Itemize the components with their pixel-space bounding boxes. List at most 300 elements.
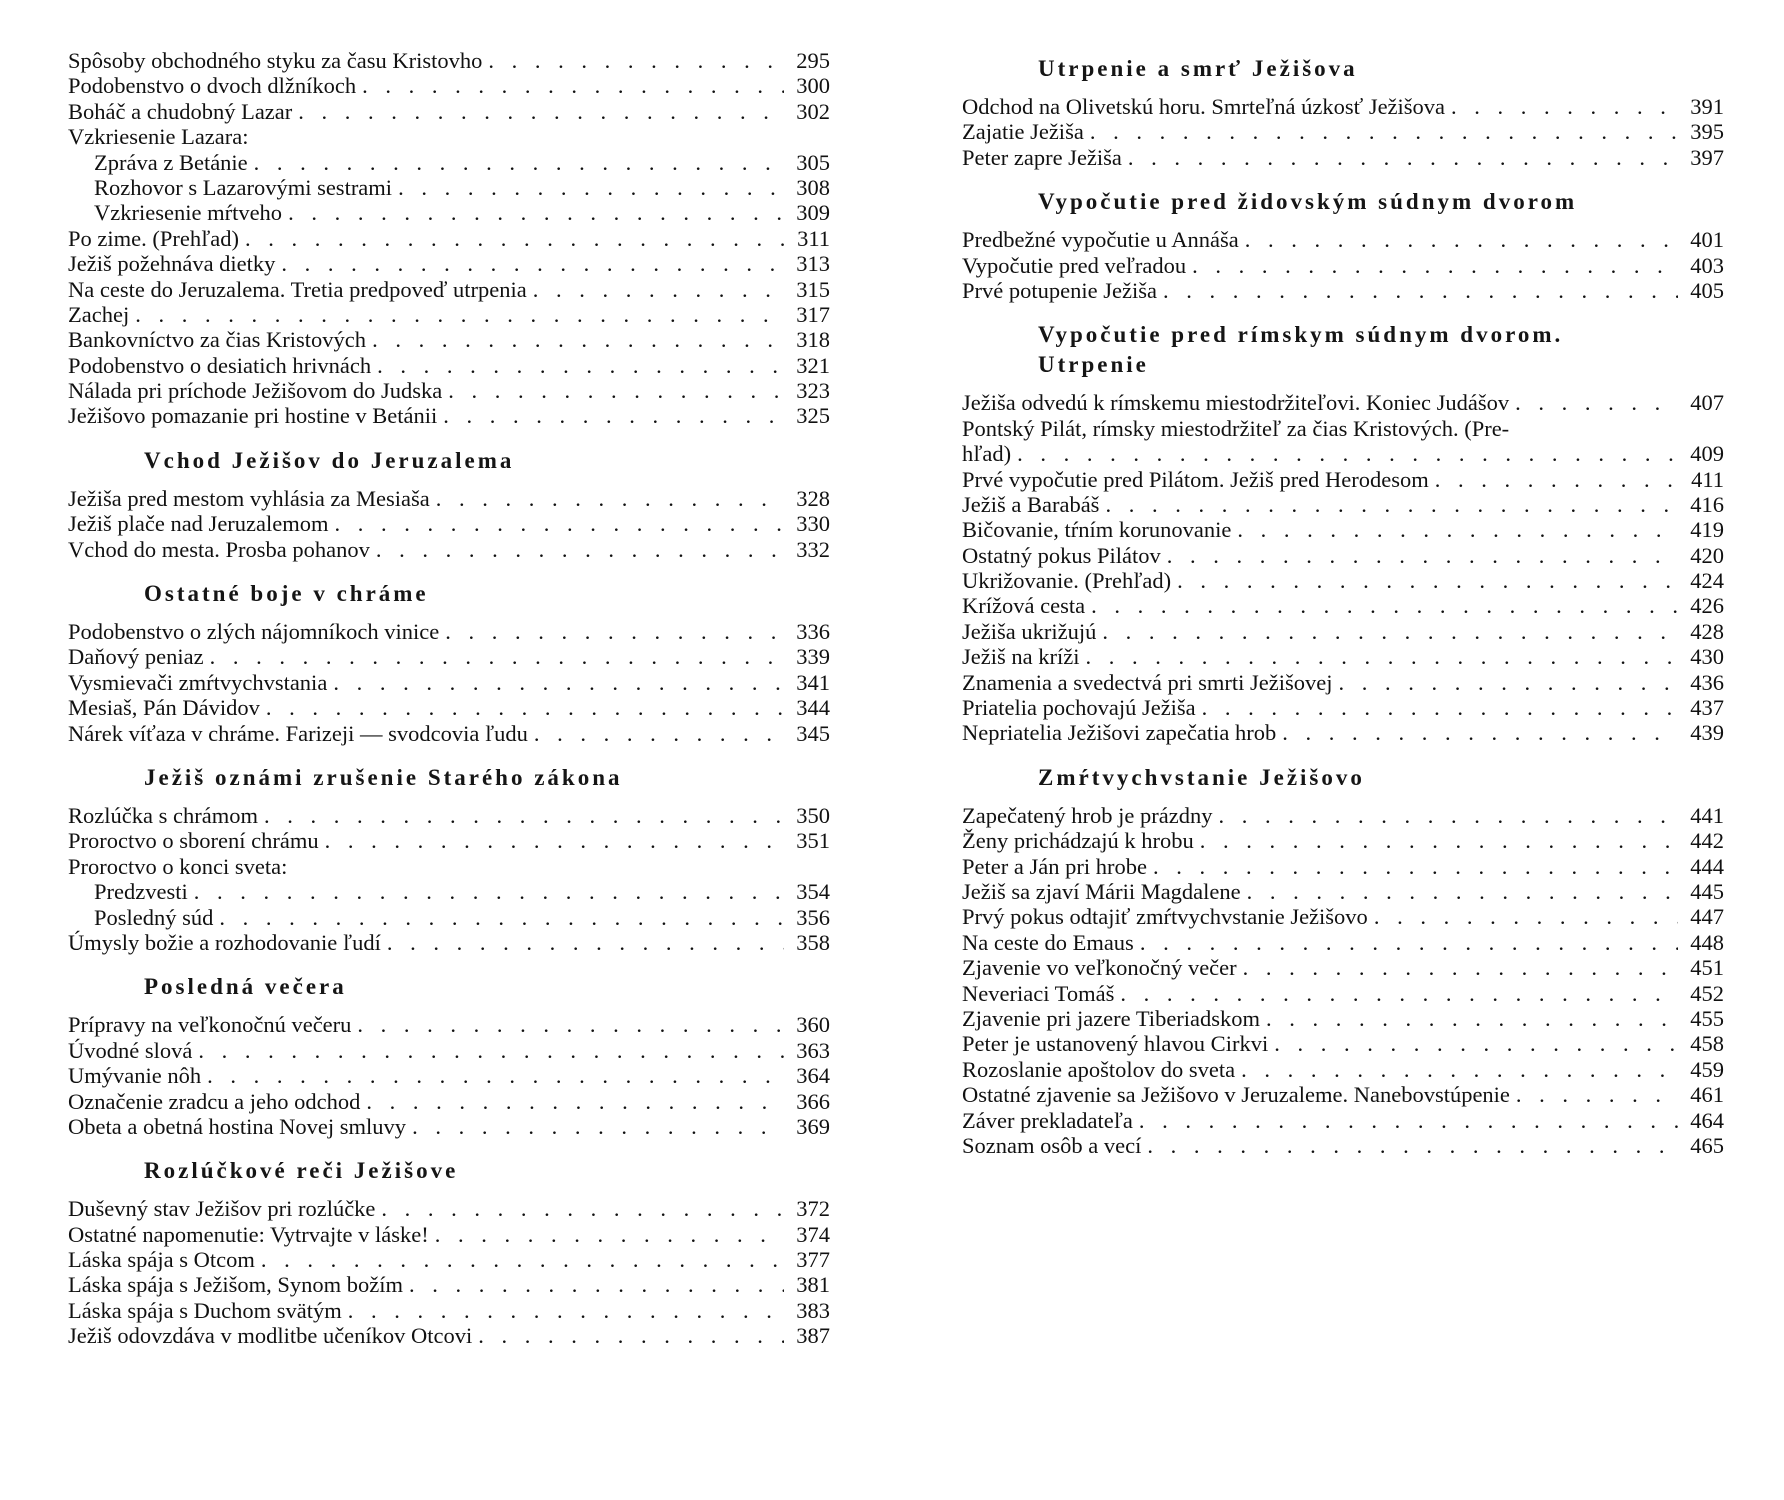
dot-leader [362,73,784,98]
toc-entry [962,568,1724,593]
page-number: 459 [1690,1056,1724,1082]
entry-title: Pontský Pilát, rímsky miestodržiteľ za čias Kristových. (Pre- [962,415,1510,441]
toc-entry [68,619,830,644]
page-number: 383 [796,1297,830,1323]
toc-entry [962,854,1724,879]
page-number: 447 [1690,904,1724,930]
page-number: 397 [1690,144,1724,170]
dot-leader [1374,904,1678,929]
section-heading-text: Ostatné boje v chráme [144,581,429,607]
entry-title: Úmysly božie a rozhodovanie ľudí [68,929,381,955]
page-number: 363 [796,1037,830,1063]
page-number: 464 [1690,1107,1724,1133]
toc-left-column [68,48,830,1349]
page-number: 430 [1690,644,1724,670]
dot-leader [398,175,784,200]
page-number: 317 [796,301,830,327]
entry-title: Ježiša ukrižujú [962,618,1097,644]
entry-title: Prípravy na veľkonočnú večeru [68,1012,352,1038]
entry-title: Vzkriesenie mŕtveho [94,200,283,226]
dot-leader [1266,1006,1678,1031]
entry-title: Bičovanie, tŕním korunovanie [962,517,1232,543]
entry-title: Podobenstvo o desiatich hrivnách [68,352,372,378]
page-number: 344 [796,695,830,721]
section-heading-text-line2: Utrpenie [1038,352,1149,378]
page-number: 391 [1690,94,1724,119]
entry-title: Vzkriesenie Lazara: [68,124,249,150]
page-number: 428 [1690,618,1724,644]
dot-leader [1515,390,1678,415]
toc-entry [962,1108,1724,1133]
page-number: 323 [796,378,830,404]
dot-leader [387,930,784,955]
entry-title: Zjavenie pri jazere Tiberiadskom [962,1005,1261,1031]
dot-leader [488,48,784,73]
toc-label [68,124,830,149]
entry-title: Zapečatený hrob je prázdny [962,802,1213,828]
entry-title: Nálada pri príchode Ježišovom do Judska [68,378,443,404]
toc-entry [68,879,830,904]
entry-title: Prvý pokus odtajiť zmŕtvychvstanie Ježišovo [962,904,1368,930]
entry-title: Predzvesti [94,879,188,905]
dot-leader [325,828,784,853]
entry-title: Ježiša pred mestom vyhlásia za Mesiaša [68,485,430,511]
page-number: 360 [796,1012,830,1038]
page-number: 300 [796,73,830,99]
page-number: 356 [796,904,830,930]
toc-entry [962,930,1724,955]
section-heading [68,1156,830,1186]
page-number: 437 [1690,695,1724,721]
dot-leader [372,327,784,352]
toc-entry [962,1006,1724,1031]
entry-title: Daňový peniaz [68,644,204,670]
page-number: 420 [1690,542,1724,568]
page-number: 372 [796,1196,830,1222]
dot-leader [376,537,784,562]
toc-entry [68,1323,830,1348]
entry-title: Soznam osôb a vecí [962,1132,1142,1158]
dot-leader [1090,119,1678,144]
dot-leader [1105,492,1678,517]
toc-entry [68,175,830,200]
dot-leader [288,200,784,225]
section-heading-text: Utrpenie a smrť Ježišova [1038,56,1358,81]
dot-leader [1245,227,1678,252]
dot-leader [366,1089,784,1114]
dot-leader [210,644,784,669]
dot-leader [1200,828,1678,853]
page-number: 439 [1690,720,1724,746]
entry-title: Zjavenie vo veľkonočný večer [962,955,1237,981]
dot-leader [135,302,784,327]
page-number: 387 [796,1323,830,1349]
page-number: 354 [796,879,830,905]
dot-leader [443,403,784,428]
section-heading [68,579,830,609]
entry-title: Záver prekladateľa [962,1107,1133,1133]
dot-leader [1241,1057,1678,1082]
toc-entry [962,981,1724,1006]
dot-leader [261,1247,784,1272]
toc-entry [68,537,830,562]
dot-leader [445,619,784,644]
dot-leader [264,803,784,828]
toc-entry [962,828,1724,853]
entry-title: Láska spája s Ježišom, Synom božím [68,1272,403,1298]
page-number: 364 [796,1063,830,1089]
toc-entry [68,73,830,98]
entry-title: Posledný súd [94,904,214,930]
entry-title: Ostatný pokus Pilátov [962,542,1161,568]
dot-leader [377,353,784,378]
page-number: 369 [796,1113,830,1139]
dot-leader [533,277,784,302]
entry-title: Ježiša odvedú k rímskemu miestodržiteľovi. Koniec Judášov [962,390,1510,416]
page-number: 444 [1690,853,1724,879]
toc-entry [68,1114,830,1139]
entry-title: Láska spája s Otcom [68,1247,255,1273]
entry-title: Ukrižovanie. (Prehľad) [962,568,1172,594]
entry-title: Na ceste do Emaus [962,929,1134,955]
toc-entry [962,278,1724,303]
dot-leader [1247,879,1678,904]
toc-entry [68,200,830,225]
page-number: 313 [796,251,830,277]
toc-entry [962,619,1724,644]
entry-title: Vysmievači zmŕtvychvstania [68,669,328,695]
entry-title: Ježiš požehnáva dietky [68,251,276,277]
entry-title: Rozhovor s Lazarovými sestrami [94,174,393,200]
entry-title: hľad) [962,441,1012,467]
entry-title: Nárek víťaza v chráme. Farizeji — svodcovia ľudu [68,720,528,746]
dot-leader [245,226,784,251]
toc-entry [68,150,830,175]
toc-label [68,854,830,879]
entry-title: Neveriaci Tomáš [962,980,1115,1006]
page-number: 311 [797,225,830,251]
entry-title: Duševný stav Ježišov pri rozlúčke [68,1196,376,1222]
toc-entry [68,511,830,536]
dot-leader [207,1063,784,1088]
entry-title: Znamenia a svedectvá pri smrti Ježišovej [962,669,1333,695]
entry-title: Ostatné napomenutie: Vytrvajte v láske! [68,1221,429,1247]
entry-title: Boháč a chudobný Lazar [68,98,293,124]
dot-leader [1085,644,1678,669]
dot-leader [1140,930,1678,955]
entry-title: Ježiš odovzdáva v modlitbe učeníkov Otcovi [68,1323,473,1349]
entry-title: Vchod do mesta. Prosba pohanov [68,536,370,562]
entry-title: Ježiš na kríži [962,644,1080,670]
dot-leader [436,486,784,511]
page-number: 452 [1690,980,1724,1006]
dot-leader [435,1222,784,1247]
entry-title: Zajatie Ježiša [962,119,1084,145]
entry-title: Peter zapre Ježiša [962,144,1122,170]
toc-entry [68,1247,830,1272]
page-number: 377 [796,1247,830,1273]
page-number: 366 [796,1088,830,1114]
dot-leader [1202,695,1678,720]
toc-entry [68,1272,830,1297]
toc-entry [68,327,830,352]
toc-entry [68,302,830,327]
entry-title: Podobenstvo o dvoch dlžníkoch [68,73,357,99]
entry-title: Mesiaš, Pán Dávidov [68,695,260,721]
dot-leader [1128,145,1678,170]
entry-title: Zpráva z Betánie [94,149,248,175]
toc-entry [962,904,1724,929]
page-number: 436 [1690,669,1724,695]
page-number: 315 [796,276,830,302]
page-number: 328 [796,485,830,511]
dot-leader [534,721,784,746]
toc-entry [68,695,830,720]
toc-entry [68,721,830,746]
page-number: 465 [1690,1132,1724,1158]
section-heading-text: Vypočutie pred židovským súdnym dvorom [1038,189,1578,215]
page-number: 345 [796,720,830,746]
dot-leader [1274,1031,1678,1056]
toc-entry [68,99,830,124]
entry-title: Láska spája s Duchom svätým [68,1297,342,1323]
dot-leader [194,879,784,904]
dot-leader [1091,593,1678,618]
section-heading [68,446,830,476]
entry-title: Priatelia pochovajú Ježiša [962,695,1196,721]
entry-title: Rozoslanie apoštolov do sveta [962,1056,1236,1082]
toc-entry [68,48,830,73]
toc-entry [962,227,1724,252]
page-number: 336 [796,619,830,645]
dot-leader [1516,1082,1678,1107]
dot-leader [1177,568,1678,593]
entry-title: Ježišovo pomazanie pri hostine v Betánii [68,403,438,429]
page-number: 350 [796,802,830,828]
dot-leader [409,1272,784,1297]
section-heading [962,763,1724,793]
toc-entry [68,1222,830,1247]
toc-entry [962,1133,1724,1158]
entry-title: Vypočutie pred veľradou [962,252,1187,278]
toc-entry [962,670,1724,695]
page-number: 442 [1690,828,1724,854]
page-number: 401 [1690,227,1724,253]
toc-entry [962,720,1724,745]
dot-leader [219,905,784,930]
page-number: 351 [796,828,830,854]
entry-title: Peter je ustanovený hlavou Cirkvi [962,1031,1269,1057]
toc-entry [68,1063,830,1088]
section-heading-text: Vypočutie pred rímskym súdnym dvorom. [1038,322,1564,348]
page-number: 458 [1690,1031,1724,1057]
dot-leader [448,378,784,403]
page-number: 318 [796,327,830,353]
dot-leader [1017,441,1678,466]
dot-leader [198,1038,784,1063]
page-number: 419 [1690,517,1724,543]
dot-leader [1237,517,1678,542]
entry-title: Označenie zradcu a jeho odchod [68,1088,361,1114]
section-heading-text: Vchod Ježišov do Jeruzalema [144,447,515,473]
page-number: 455 [1690,1005,1724,1031]
toc-entry [68,644,830,669]
entry-title: Prvé vypočutie pred Pilátom. Ježiš pred Herodesom [962,466,1429,492]
entry-title: Bankovníctvo za čias Kristových [68,327,367,353]
entry-title: Zachej [68,301,130,327]
page-number: 451 [1690,955,1724,981]
dot-leader [1147,1133,1678,1158]
toc-right-column [962,48,1724,1158]
entry-title: Prvé potupenie Ježiša [962,277,1157,303]
toc-entry [68,930,830,955]
toc-entry [68,226,830,251]
entry-title: Nepriatelia Ježišovi zapečatia hrob [962,720,1277,746]
toc-entry [68,277,830,302]
entry-title: Proroctvo o sborení chrámu [68,828,319,854]
toc-entry [68,353,830,378]
page-number: 441 [1690,802,1724,828]
entry-title: Peter a Ján pri hrobe [962,853,1147,879]
page-number: 424 [1690,568,1724,594]
dot-leader [478,1323,784,1348]
toc-entry [68,1089,830,1114]
toc-entry [962,879,1724,904]
entry-title: Ježiš a Barabáš [962,491,1100,517]
toc-entry [68,1298,830,1323]
toc-entry [68,828,830,853]
page-number: 332 [796,536,830,562]
entry-title: Ženy prichádzajú k hrobu [962,828,1194,854]
entry-title: Spôsoby obchodného styku za času Kristovho [68,48,483,73]
page-number: 321 [796,352,830,378]
toc-entry [962,955,1724,980]
toc-entry [962,644,1724,669]
section-heading [962,320,1724,380]
entry-title: Obeta a obetná hostina Novej smluvy [68,1113,407,1139]
dot-leader [348,1298,784,1323]
toc-entry [68,1012,830,1037]
toc-entry [962,1082,1724,1107]
dot-leader [333,670,784,695]
entry-title: Na ceste do Jeruzalema. Tretia predpoveď utrpenia [68,276,527,302]
page-number: 325 [796,403,830,429]
page-number: 295 [796,48,830,73]
dot-leader [254,150,784,175]
entry-title: Ježiš sa zjaví Márii Magdalene [962,878,1241,904]
page-number: 461 [1690,1082,1724,1108]
entry-title: Odchod na Olivetskú horu. Smrteľná úzkosť Ježišova [962,94,1446,119]
dot-leader [357,1012,784,1037]
toc-entry [962,441,1724,466]
dot-leader [1219,803,1679,828]
toc-entry [962,593,1724,618]
page-number: 395 [1690,119,1724,145]
page-number: 411 [1691,466,1724,492]
entry-title: Podobenstvo o zlých nájomníkoch vinice [68,619,440,645]
toc-entry [962,467,1724,492]
dot-leader [1192,253,1678,278]
page-number: 407 [1690,390,1724,416]
toc-entry [962,1057,1724,1082]
dot-leader [1435,467,1678,492]
section-heading [962,187,1724,217]
page-number: 330 [796,511,830,537]
toc-entry [962,253,1724,278]
dot-leader [1451,94,1678,119]
entry-title: Predbežné vypočutie u Annáša [962,227,1239,253]
dot-leader [1163,278,1678,303]
entry-title: Úvodné slová [68,1037,193,1063]
page-number: 339 [796,644,830,670]
page-number: 381 [796,1272,830,1298]
toc-entry [962,543,1724,568]
toc-entry [962,517,1724,542]
page-number: 448 [1690,929,1724,955]
entry-title: Rozlúčka s chrámom [68,802,258,828]
toc-entry [962,119,1724,144]
dot-leader [281,251,784,276]
page-number: 308 [796,174,830,200]
entry-title: Proroctvo o konci sveta: [68,853,288,879]
toc-entry [68,251,830,276]
page-number: 309 [796,200,830,226]
dot-leader [1167,543,1678,568]
toc-entry [68,670,830,695]
dot-leader [1339,670,1679,695]
toc-entry [962,1031,1724,1056]
page-number: 409 [1690,441,1724,467]
page-number: 426 [1690,593,1724,619]
toc-entry [962,94,1724,119]
page-number: 445 [1690,878,1724,904]
section-heading [68,972,830,1002]
toc-label [962,416,1724,441]
page-number: 358 [796,929,830,955]
section-heading-text: Zmŕtvychvstanie Ježišovo [1038,764,1365,790]
dot-leader [1243,955,1678,980]
page-number: 416 [1690,491,1724,517]
toc-entry [962,695,1724,720]
toc-entry [962,145,1724,170]
toc-entry [68,1038,830,1063]
page-number: 405 [1690,277,1724,303]
entry-title: Ježiš plače nad Jeruzalemom [68,511,329,537]
toc-entry [68,803,830,828]
toc-entry [68,486,830,511]
page-number: 302 [796,98,830,124]
dot-leader [266,695,784,720]
dot-leader [381,1196,784,1221]
toc-entry [68,905,830,930]
section-heading-text: Ježiš oznámi zrušenie Starého zákona [144,764,623,790]
page-number: 403 [1690,252,1724,278]
section-heading-text: Rozlúčkové reči Ježišove [144,1158,459,1184]
dot-leader [298,99,784,124]
section-heading [962,54,1724,84]
dot-leader [1120,981,1678,1006]
toc-entry [962,390,1724,415]
page-number: 305 [796,149,830,175]
entry-title: Krížová cesta [962,593,1086,619]
section-heading-text: Posledná večera [144,974,347,1000]
entry-title: Po zime. (Prehľad) [68,225,239,251]
toc-entry [962,492,1724,517]
toc-entry [68,1196,830,1221]
entry-title: Ostatné zjavenie sa Ježišovo v Jeruzaleme. Nanebovstúpenie [962,1082,1510,1108]
dot-leader [1153,854,1678,879]
entry-title: Umývanie nôh [68,1063,202,1089]
